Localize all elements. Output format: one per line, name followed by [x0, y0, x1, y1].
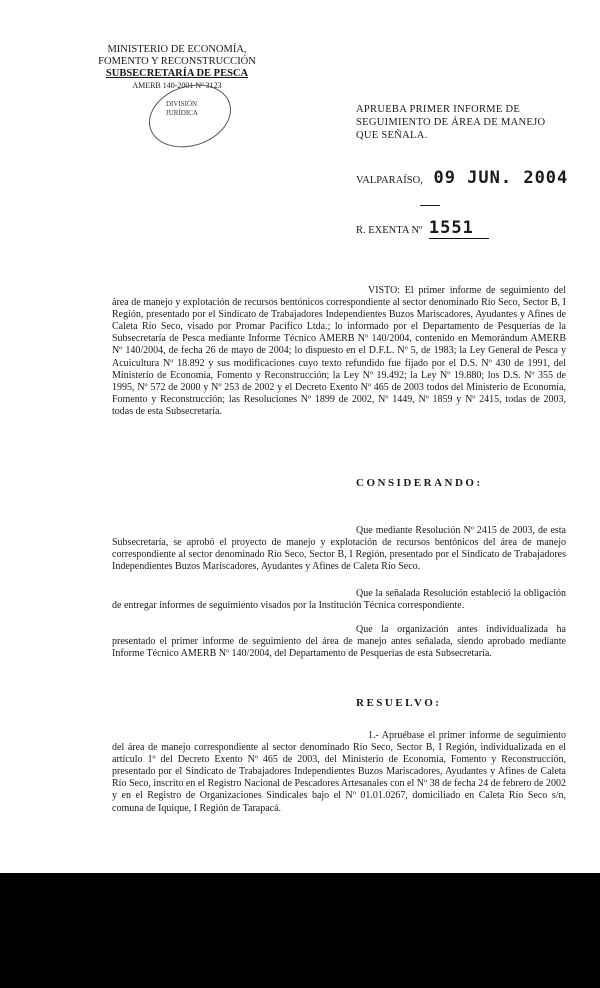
- stamp-line2: JURÍDICA: [166, 109, 198, 117]
- considerando-paragraph-2: Que la señalada Resolución estableció la obligación de entregar informes de seguimiento visados por la Institución Técnica correspondiente.: [112, 588, 566, 612]
- subsecretaria-name: SUBSECRETARÍA DE PESCA: [105, 68, 249, 79]
- exenta-number: 1551: [429, 218, 489, 239]
- ministry-header: [92, 44, 262, 92]
- considerando-paragraph-1: Que mediante Resolución Nº 2415 de 2003, de esta Subsecretaría, se aprobó el proyecto de manejo y explotación de recursos bentónicos del área de manejo correspondiente al sector denominado Río Seco, Sector B, I Región, presentado por el Sindicato de Trabajadores Independientes Buzos Mariscadores, Ayudantes y Afines de Caleta Río Seco.: [112, 525, 566, 573]
- ministry-name-line2: FOMENTO Y RECONSTRUCCIÓN: [98, 56, 256, 67]
- handwritten-date: 09 JUN. 2004: [433, 168, 569, 188]
- stamp-text: [166, 100, 244, 118]
- scan-black-margin: [0, 873, 600, 988]
- stamp-line1: DIVISIÓN: [166, 100, 198, 108]
- ministry-name-line1: MINISTERIO DE ECONOMÍA,: [107, 44, 247, 55]
- resuelvo-paragraph-1: 1.- Apruébase el primer informe de seguimiento del área de manejo correspondiente al sector denominado Río Seco, Sector B, I Región, individualizada en el artículo 1º del Decreto Exento Nº 465 de 2003, del Ministerio de Economía, Fomento y Reconstrucción, presentado por el Sindicato de Trabajadores Independientes Buzos Mariscadores, Ayudantes y Afines de Caleta Río Seco, inscrito en el Registro Nacional de Pescadores Artesanales con el Nº 38 de fecha 24 de febrero de 2002 y en el Registro de Organizaciones Sindicales bajo el Nº 01.01.0267, domiciliado en Caleta Río Seco s/n, comuna de Iquique, I Región de Tarapacá.: [112, 730, 566, 814]
- visto-paragraph: VISTO: El primer informe de seguimiento del área de manejo y explotación de recursos bentónicos correspondiente al sector denominado Río Seco, Sector B, I Región, presentado por el Sindicato de Trabajadores Independientes Buzos Mariscadores, Ayudantes y Afines de Caleta Río Seco, visado por Promar Pacífico Ltda.; lo informado por el Departamento de Pesquerías de la Subsecretaría de Pesca mediante Informe Técnico AMERB Nº 140/2004, contenido en Memorándum AMERB Nº 140/2004, de fecha 26 de mayo de 2004; lo dispuesto en el D.F.L. Nº 5, de 1983; la Ley General de Pesca y Acuicultura Nº 18.892 y sus modificaciones cuyo texto refundido fue fijado por el D.S. Nº 430 de 1991, del Ministerio de Economía, Fomento y Reconstrucción; la Ley Nº 19.492; la Ley Nº 19.880; los D.S. Nº 355 de 1995, Nº 572 de 2000 y Nº 253 de 2002 y el Decreto Exento Nº 465 de 2003 todos del Ministerio de Economía, Fomento y Reconstrucción; las Resoluciones Nº 1899 de 2002, Nº 1449, Nº 1859 y Nº 2415, todas de 2003, todas de esta Subsecretaría.: [112, 285, 566, 417]
- exenta-line: [356, 218, 489, 239]
- exenta-label: R. EXENTA Nº: [356, 225, 423, 236]
- handwritten-mark: [420, 205, 440, 206]
- header-reference: AMERB 140-2001 Nº 3123: [132, 81, 222, 90]
- place-date: [356, 168, 568, 188]
- considerando-heading: CONSIDERANDO:: [356, 477, 483, 489]
- resuelvo-heading: RESUELVO:: [356, 697, 442, 709]
- considerando-paragraph-3: Que la organización antes individualizada ha presentado el primer informe de seguimiento del área de manejo antes señalada, siendo aprobado mediante Informe Técnico AMERB Nº 140/2004, del Departamento de Pesquerías de esta Subsecretaría.: [112, 624, 566, 660]
- document-subject: APRUEBA PRIMER INFORME DE SEGUIMIENTO DE ÁREA DE MANEJO QUE SEÑALA.: [356, 104, 546, 141]
- place: VALPARAÍSO,: [356, 175, 423, 186]
